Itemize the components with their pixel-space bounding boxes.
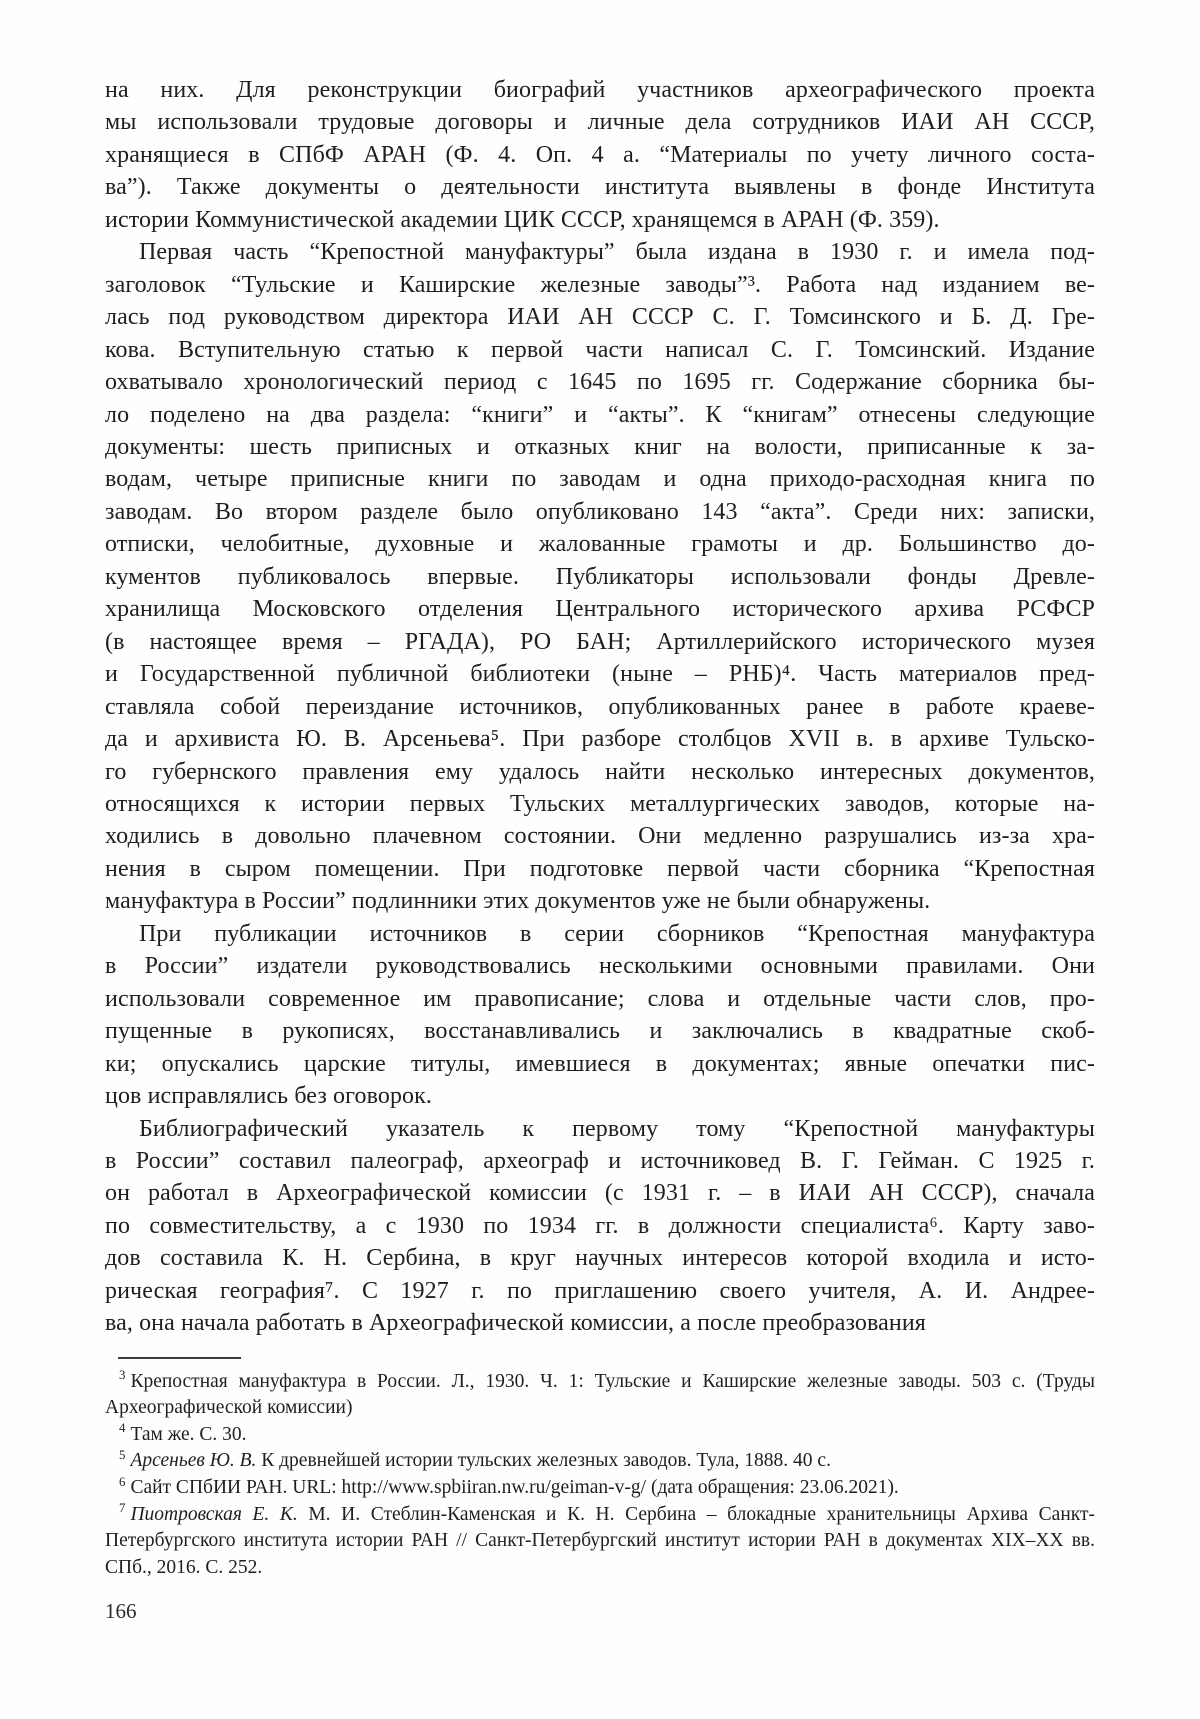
- footnote-5: [105, 1448, 1095, 1475]
- text-line: истории Коммунистической академии ЦИК СССР, хранящемся в АРАН (Ф. 359).: [105, 206, 940, 233]
- footnote-3: [105, 1369, 1095, 1422]
- text-line: ва, она начала работать в Археографической комиссии, а после преобразования: [105, 1310, 926, 1337]
- text-line: да и архивиста Ю. В. Арсеньева⁵. При разборе столбцов XVII в. в архиве Тульско-: [105, 726, 1095, 753]
- footnote-marker: 5: [119, 1447, 126, 1462]
- text-line: на них. Для реконструкции биографий участников археографического проекта: [105, 77, 1095, 103]
- text-line: ставляла собой переиздание источников, опубликованных ранее в работе краеве-: [105, 693, 1095, 720]
- text-line: и Государственной публичной библиотеки (ныне – РНБ)⁴. Часть материалов пред-: [105, 661, 1095, 688]
- text-line: в России” составил палеограф, археограф и источниковед В. Г. Гейман. С 1925 г.: [105, 1147, 1095, 1174]
- text-line: водам, четыре приписные книги по заводам и одна приходо-расходная книга по: [105, 466, 1095, 493]
- text-line: ходились в довольно плачевном состоянии. Они медленно разрушались из-за хра-: [105, 823, 1095, 850]
- footnote-author-italic: Пиотровская Е. К.: [130, 1503, 298, 1525]
- footnote-marker: 3: [119, 1368, 126, 1383]
- footnote-separator: [118, 1357, 241, 1359]
- text-line: хранилища Московского отделения Центрального исторического архива РСФСР: [105, 596, 1095, 623]
- text-line: ло поделено на два раздела: “книги” и “акты”. К “книгам” отнесены следующие: [105, 401, 1095, 428]
- footnote-author-italic: Арсеньев Ю. В.: [130, 1450, 257, 1472]
- text-line: цов исправлялись без оговорок.: [105, 1083, 433, 1110]
- text-line: лась под руководством директора ИАИ АН СССР С. Г. Томсинского и Б. Д. Гре-: [105, 304, 1095, 331]
- footnotes-block: [105, 1369, 1095, 1582]
- footnote-4: [105, 1422, 1095, 1449]
- page-number: 166: [105, 1599, 137, 1624]
- text-line: дов составила К. Н. Сербина, в круг научных интересов которой входила и исто-: [105, 1245, 1095, 1272]
- text-line: Библиографический указатель к первому тому “Крепостной мануфактуры: [139, 1115, 1095, 1142]
- footnote-7: [105, 1502, 1095, 1582]
- text-line: рическая география⁷. С 1927 г. по приглашению своего учителя, А. И. Андрее-: [105, 1277, 1095, 1304]
- main-text-block: [105, 74, 1095, 1340]
- text-line: Первая часть “Крепостной мануфактуры” была издана в 1930 г. и имела под-: [139, 239, 1095, 266]
- text-line: хранящиеся в СПбФ АРАН (Ф. 4. Оп. 4 а. “Материалы по учету личного соста-: [105, 141, 1095, 168]
- text-line: заводам. Во втором разделе было опубликовано 143 “акта”. Среди них: записки,: [105, 498, 1095, 525]
- text-line: документы: шесть приписных и отказных книг на волости, приписанные к за-: [105, 433, 1095, 460]
- text-line: При публикации источников в серии сборников “Крепостная мануфактура: [139, 920, 1095, 947]
- text-line: (в настоящее время – РГАДА), РО БАН; Артиллерийского исторического музея: [105, 628, 1095, 655]
- text-line: по совместительству, а с 1930 по 1934 гг. в должности специалиста⁶. Карту заво-: [105, 1212, 1095, 1239]
- text-line: относящихся к истории первых Тульских металлургических заводов, которые на-: [105, 790, 1095, 817]
- footnote-text: Крепостная мануфактура в России. Л., 1930. Ч. 1: Тульские и Каширские железные заводы. 503 с. (Труды Археографической комиссии): [105, 1370, 1095, 1419]
- text-line: заголовок “Тульские и Каширские железные заводы”³. Работа над изданием ве-: [105, 271, 1095, 298]
- footnote-marker: 6: [119, 1474, 126, 1489]
- text-line: ки; опускались царские титулы, имевшиеся в документах; явные опечатки пис-: [105, 1050, 1095, 1077]
- text-line: в России” издатели руководствовались несколькими основными правилами. Они: [105, 953, 1095, 980]
- text-line: кова. Вступительную статью к первой части написал С. Г. Томсинский. Издание: [105, 336, 1095, 363]
- text-line: использовали современное им правописание; слова и отдельные части слов, про-: [105, 985, 1095, 1012]
- text-line: ва”). Также документы о деятельности института выявлены в фонде Института: [105, 174, 1095, 201]
- footnote-marker: 4: [119, 1421, 126, 1436]
- footnote-6: [105, 1475, 1095, 1502]
- footnote-text: М. И. Стеблин-Каменская и К. Н. Сербина – блокадные хранительницы Архива Санкт-Петербургского института истории РАН // Санкт-Петербургский институт истории РАН в документах XIX–XX вв. СПб., 2016. С. 252.: [105, 1503, 1096, 1578]
- text-line: отписки, челобитные, духовные и жалованные грамоты и др. Большинство до-: [105, 531, 1095, 558]
- text-line: он работал в Археографической комиссии (с 1931 г. – в ИАИ АН СССР), сначала: [105, 1180, 1095, 1207]
- footnote-text: К древнейшей истории тульских железных заводов. Тула, 1888. 40 с.: [256, 1450, 831, 1472]
- text-line: го губернского правления ему удалось найти несколько интересных документов,: [105, 758, 1095, 785]
- footnote-text: Сайт СПбИИ РАН. URL: http://www.spbiiran.nw.ru/geiman-v-g/ (дата обращения: 23.06.2021).: [130, 1477, 899, 1499]
- text-line: пущенные в рукописях, восстанавливались и заключались в квадратные скоб-: [105, 1018, 1095, 1045]
- text-line: охватывало хронологический период с 1645 по 1695 гг. Содержание сборника бы-: [105, 369, 1095, 396]
- text-line: мы использовали трудовые договоры и личные дела сотрудников ИАИ АН СССР,: [105, 109, 1095, 136]
- text-line: мануфактура в России” подлинники этих документов уже не были обнаружены.: [105, 888, 931, 915]
- footnote-marker: 7: [119, 1501, 126, 1516]
- text-line: нения в сыром помещении. При подготовке первой части сборника “Крепостная: [105, 855, 1095, 882]
- footnote-text: Там же. С. 30.: [130, 1423, 247, 1445]
- text-line: кументов публиковалось впервые. Публикаторы использовали фонды Древле-: [105, 563, 1095, 590]
